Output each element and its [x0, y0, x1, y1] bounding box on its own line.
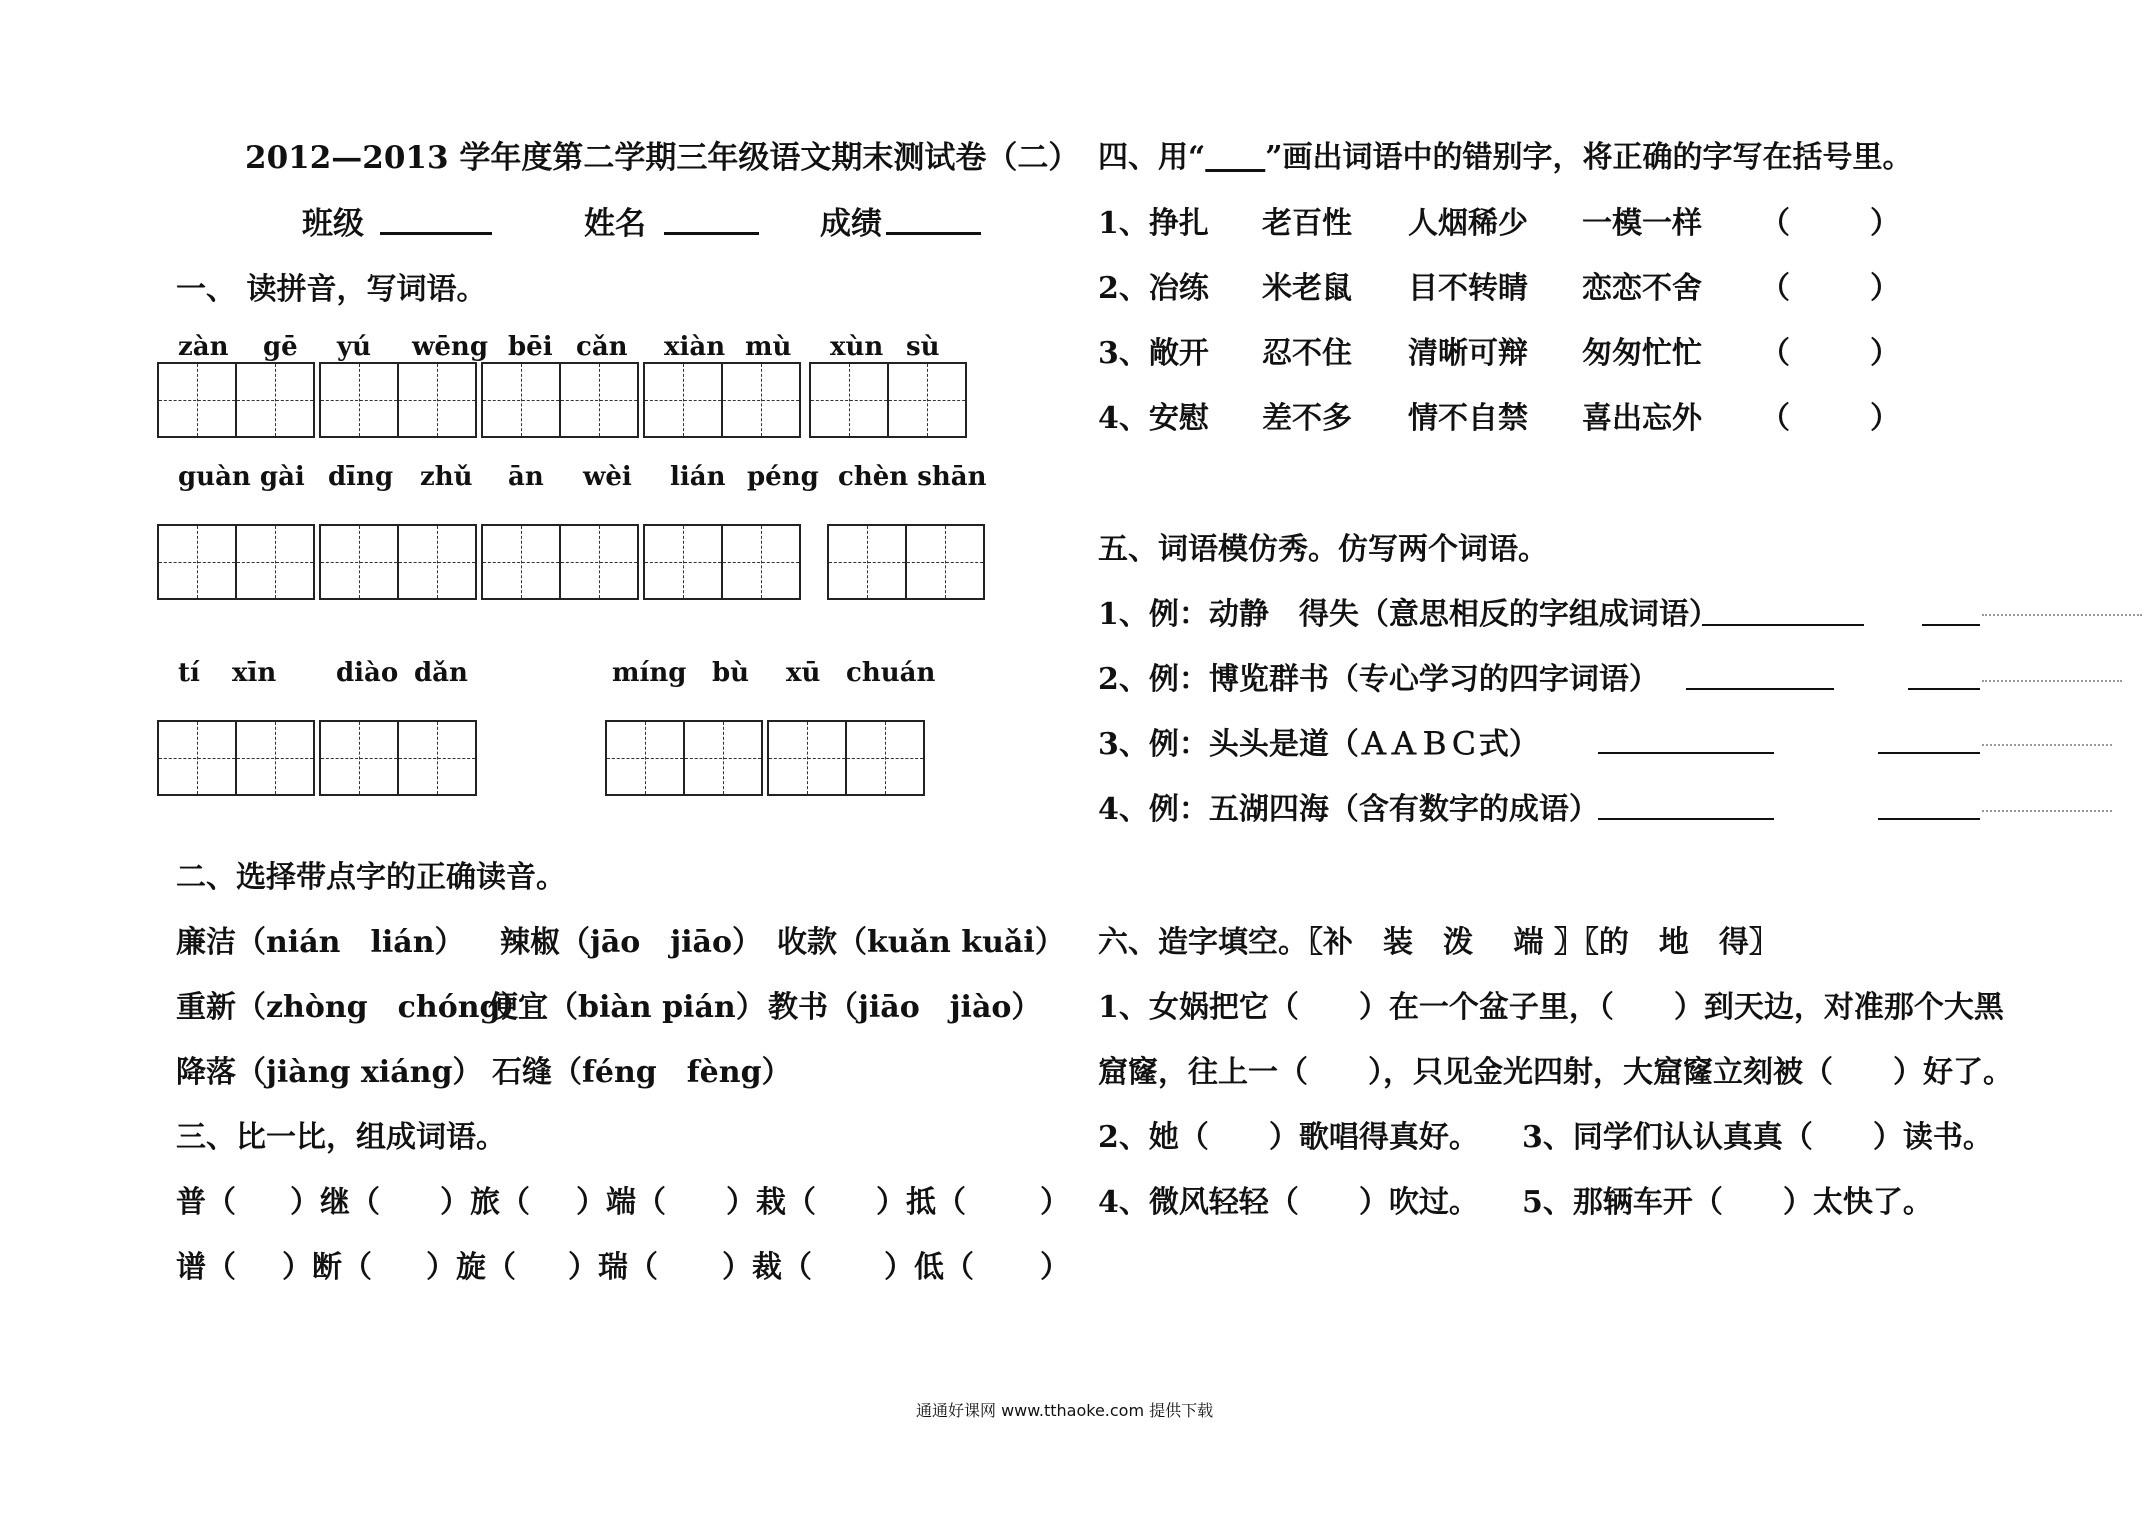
compare-item[interactable]: ）瑞（: [568, 1250, 658, 1285]
pinyin: dīng: [328, 462, 394, 492]
answer-line[interactable]: [1598, 790, 1774, 820]
pinyin: chèn shān: [838, 462, 987, 492]
reading-choice[interactable]: 便宜（biàn pián）: [488, 990, 766, 1025]
answer-dotted-line: [1982, 680, 2122, 682]
answer-bracket[interactable]: ）: [1870, 336, 1900, 371]
compare-item[interactable]: 谱（: [176, 1250, 236, 1285]
pinyin: wèi: [583, 462, 632, 492]
pinyin: chuán: [846, 658, 936, 688]
typo-word: 人烟稀少: [1408, 206, 1528, 241]
reading-choice[interactable]: 降落（jiàng xiáng）: [176, 1055, 483, 1090]
fill-sentence[interactable]: 2、她（ ）歌唱得真好。: [1098, 1120, 1479, 1155]
pinyin: sù: [906, 332, 940, 362]
writing-grid[interactable]: [157, 362, 315, 438]
fill-sentence[interactable]: 5、那辆车开（ ）太快了。: [1522, 1185, 1933, 1220]
writing-grid[interactable]: [643, 362, 801, 438]
pinyin: cǎn: [576, 332, 628, 362]
reading-choice[interactable]: 收款（kuǎn kuǎi）: [777, 925, 1065, 960]
writing-grid[interactable]: [481, 524, 639, 600]
imitation-example: 3、例：头头是道（ＡＡＢＣ式）: [1098, 727, 1539, 762]
name-blank[interactable]: [664, 200, 759, 235]
section5-heading: 五、词语模仿秀。仿写两个词语。: [1098, 532, 1548, 567]
typo-word: 情不自禁: [1408, 401, 1528, 436]
section1-heading: 一、 读拼音，写词语。: [176, 272, 487, 307]
reading-choice[interactable]: 辣椒（jāo jiāo）: [500, 925, 763, 960]
pinyin: míng: [612, 658, 687, 688]
pinyin: lián: [670, 462, 726, 492]
typo-word: 喜出忘外: [1582, 401, 1702, 436]
writing-grid[interactable]: [319, 524, 477, 600]
answer-bracket[interactable]: ）: [1870, 271, 1900, 306]
pinyin: diào: [336, 658, 399, 688]
compare-item[interactable]: ）抵（: [876, 1185, 966, 1220]
compare-item[interactable]: ）继（: [290, 1185, 380, 1220]
fill-sentence[interactable]: 1、女娲把它（ ）在一个盆子里，（ ）到天边，对准那个大黑: [1098, 990, 2004, 1025]
answer-line[interactable]: [1878, 724, 1980, 754]
pinyin: xùn: [830, 332, 884, 362]
section4-heading-b: ”画出词语中的错别字，将正确的字写在括号里。: [1265, 140, 1913, 175]
answer-bracket[interactable]: （: [1760, 336, 1790, 371]
pinyin: dǎn: [414, 658, 468, 688]
pinyin: wēng: [412, 332, 489, 362]
section4-heading: [1098, 132, 1913, 176]
writing-grid[interactable]: [643, 524, 801, 600]
typo-word: 目不转睛: [1408, 271, 1528, 306]
compare-item[interactable]: ）旅（: [440, 1185, 530, 1220]
answer-dotted-line: [1982, 744, 2112, 746]
writing-grid[interactable]: [605, 720, 763, 796]
answer-bracket[interactable]: （: [1760, 401, 1790, 436]
answer-bracket[interactable]: （: [1760, 206, 1790, 241]
section4-heading-blank: [1205, 140, 1265, 175]
reading-choice[interactable]: 廉洁（nián lián）: [176, 925, 465, 960]
writing-grid[interactable]: [809, 362, 967, 438]
typo-word: 1、挣扎: [1098, 206, 1209, 241]
imitation-example: 1、例：动静 得失（意思相反的字组成词语）: [1098, 597, 1719, 632]
compare-item[interactable]: ）断（: [282, 1250, 372, 1285]
compare-item[interactable]: 普（: [176, 1185, 236, 1220]
answer-line[interactable]: [1922, 596, 1980, 626]
section3-heading: 三、比一比，组成词语。: [176, 1120, 506, 1155]
typo-word: 匆匆忙忙: [1582, 336, 1702, 371]
answer-dotted-line: [1982, 810, 2112, 812]
writing-grid[interactable]: [157, 524, 315, 600]
compare-item[interactable]: ）栽（: [726, 1185, 816, 1220]
section4-heading-a: 四、用“: [1098, 140, 1206, 175]
fill-sentence[interactable]: 窟窿，往上一（ ），只见金光四射，大窟窿立刻被（ ）好了。: [1098, 1055, 2013, 1090]
score-label: 成绩: [820, 206, 882, 242]
typo-word: 差不多: [1262, 401, 1352, 436]
writing-grid[interactable]: [827, 524, 985, 600]
compare-item[interactable]: ）: [1040, 1185, 1070, 1220]
pinyin: xīn: [232, 658, 277, 688]
pinyin: gē: [263, 332, 298, 362]
compare-item[interactable]: ）端（: [576, 1185, 666, 1220]
writing-grid[interactable]: [767, 720, 925, 796]
answer-line[interactable]: [1686, 660, 1834, 690]
typo-word: 3、敞开: [1098, 336, 1209, 371]
pinyin: ān: [508, 462, 544, 492]
typo-word: 2、冶练: [1098, 271, 1209, 306]
reading-choice[interactable]: 石缝（féng fèng）: [492, 1055, 792, 1090]
typo-word: 忍不住: [1262, 336, 1352, 371]
answer-dotted-line: [1982, 614, 2142, 616]
pinyin: zàn: [178, 332, 229, 362]
writing-grid[interactable]: [319, 720, 477, 796]
pinyin: guàn gài: [178, 462, 305, 492]
answer-line[interactable]: [1908, 660, 1980, 690]
fill-sentence[interactable]: 4、微风轻轻（ ）吹过。: [1098, 1185, 1479, 1220]
answer-bracket[interactable]: （: [1760, 271, 1790, 306]
compare-item[interactable]: ）低（: [884, 1250, 974, 1285]
class-label: 班级: [302, 206, 364, 242]
writing-grid[interactable]: [157, 720, 315, 796]
writing-grid[interactable]: [481, 362, 639, 438]
pinyin: péng: [747, 462, 819, 492]
imitation-example: 2、例：博览群书（专心学习的四字词语）: [1098, 662, 1659, 697]
answer-line[interactable]: [1878, 790, 1980, 820]
compare-item[interactable]: ）: [1040, 1250, 1070, 1285]
pinyin: mù: [745, 332, 792, 362]
compare-item[interactable]: ）裁（: [722, 1250, 812, 1285]
pinyin: zhǔ: [420, 462, 473, 492]
imitation-example: 4、例：五湖四海（含有数字的成语）: [1098, 792, 1599, 827]
typo-word: 4、安慰: [1098, 401, 1209, 436]
typo-word: 老百性: [1262, 206, 1352, 241]
answer-bracket[interactable]: ）: [1870, 206, 1900, 241]
pinyin: xū: [786, 658, 821, 688]
pinyin: bù: [712, 658, 750, 688]
answer-bracket[interactable]: ）: [1870, 401, 1900, 436]
score-blank[interactable]: [886, 200, 981, 235]
pinyin: bēi: [508, 332, 553, 362]
compare-item[interactable]: ）旋（: [426, 1250, 516, 1285]
fill-sentence[interactable]: 3、同学们认认真真（ ）读书。: [1522, 1120, 1993, 1155]
pinyin: xiàn: [664, 332, 726, 362]
section6-heading: 六、造字填空。〖补 装 泼 端 〗〖的 地 得〗: [1098, 925, 1779, 960]
pinyin: tí: [178, 658, 200, 688]
name-label: 姓名: [584, 206, 646, 242]
page-title: 2012—2013 学年度第二学期三年级语文期末测试卷（二）: [245, 140, 1080, 176]
pinyin: yú: [337, 332, 372, 362]
answer-line[interactable]: [1598, 724, 1774, 754]
typo-word: 一模一样: [1582, 206, 1702, 241]
writing-grid[interactable]: [319, 362, 477, 438]
footer-credit: 通通好课网 www.tthaoke.com 提供下载: [916, 1401, 1214, 1420]
typo-word: 清晰可辩: [1408, 336, 1528, 371]
reading-choice[interactable]: 重新（zhòng chóng）: [176, 990, 531, 1025]
answer-line[interactable]: [1702, 596, 1864, 626]
reading-choice[interactable]: 教书（jiāo jiào）: [768, 990, 1042, 1025]
typo-word: 米老鼠: [1262, 271, 1352, 306]
class-blank[interactable]: [380, 200, 492, 235]
typo-word: 恋恋不舍: [1582, 271, 1702, 306]
section2-heading: 二、选择带点字的正确读音。: [176, 860, 566, 895]
